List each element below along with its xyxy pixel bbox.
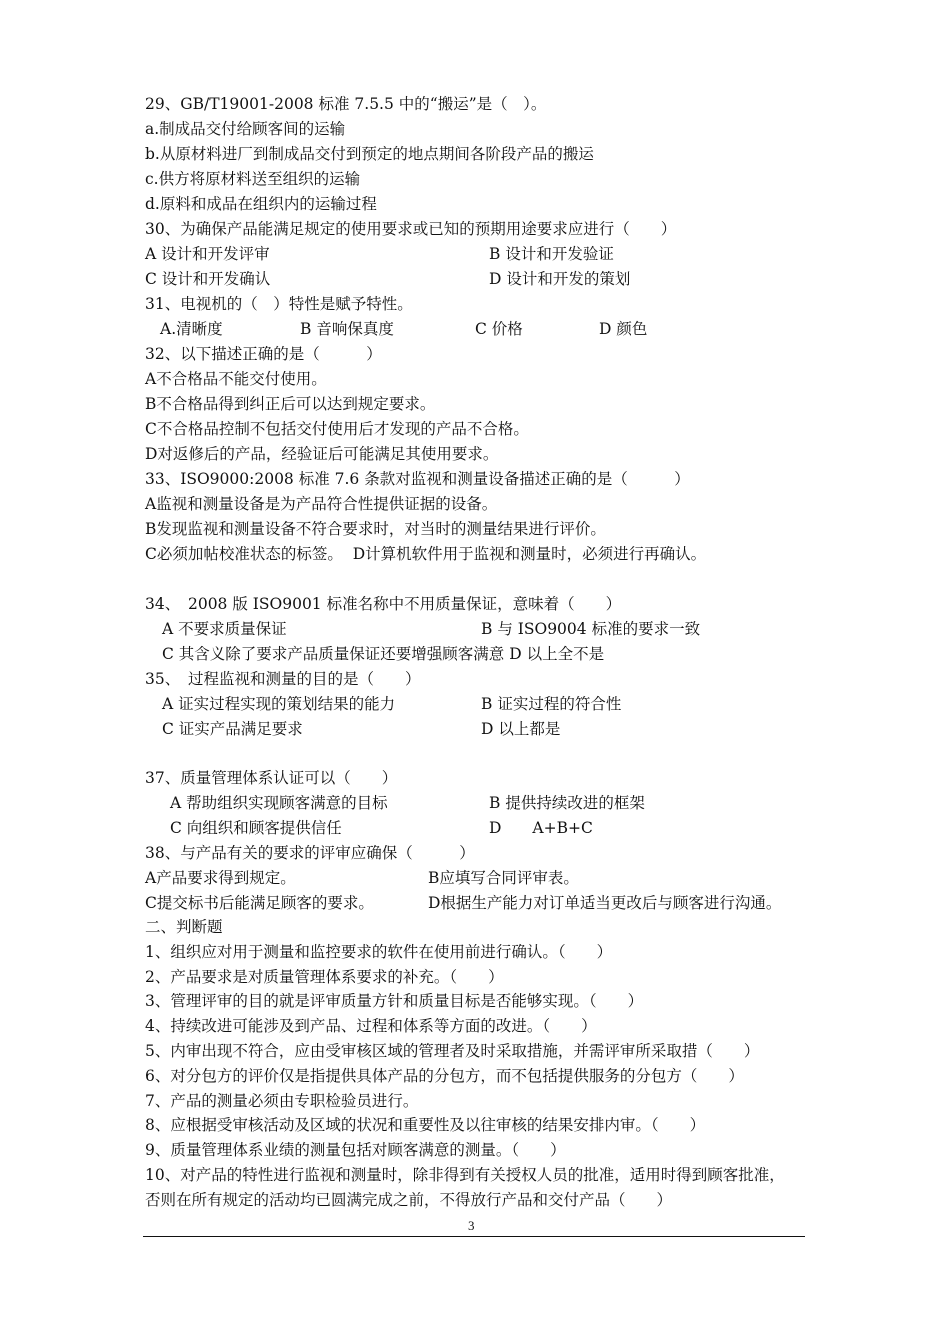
q37-option-c: C 向组织和顾客提供信任	[170, 819, 342, 837]
q31-option-c: C 价格	[475, 320, 523, 338]
judge-item-2: 2、产品要求是对质量管理体系要求的补充。（ ）	[145, 968, 504, 986]
q29-option-b: b.从原材料进厂到制成品交付到预定的地点期间各阶段产品的搬运	[145, 145, 594, 163]
q30-option-a: A 设计和开发评审	[145, 245, 270, 263]
q29-stem: 29、GB/T19001-2008 标准 7.5.5 中的“搬运”是（ ）。	[145, 95, 547, 113]
q37-stem: 37、质量管理体系认证可以（ ）	[145, 769, 398, 787]
q32-option-c: C不合格品控制不包括交付使用后才发现的产品不合格。	[145, 420, 529, 438]
q32-option-d: D对返修后的产品，经验证后可能满足其使用要求。	[145, 445, 499, 463]
q31-option-d: D 颜色	[599, 320, 648, 338]
footer-rule	[143, 1236, 805, 1237]
q35-option-c: C 证实产品满足要求	[162, 720, 303, 738]
q35-option-b: B 证实过程的符合性	[481, 695, 622, 713]
judge-item-7: 7、产品的测量必须由专职检验员进行。	[145, 1092, 419, 1110]
judge-item-6: 6、对分包方的评价仅是指提供具体产品的分包方，而不包括提供服务的分包方（ ）	[145, 1067, 744, 1085]
q29-option-c: c.供方将原材料送至组织的运输	[145, 170, 361, 188]
judge-item-10-line1: 10、对产品的特性进行监视和测量时，除非得到有关授权人员的批准，适用时得到顾客批准，	[145, 1166, 785, 1184]
section-heading-judgment: 二、判断题	[145, 918, 223, 936]
q32-stem: 32、以下描述正确的是（ ）	[145, 345, 382, 363]
q38-option-c: C提交标书后能满足顾客的要求。	[145, 894, 374, 912]
q32-option-b: B不合格品得到纠正后可以达到规定要求。	[145, 395, 436, 413]
q34-option-cd: C 其含义除了要求产品质量保证还要增强顾客满意 D 以上全不是	[162, 645, 605, 663]
judge-item-8: 8、应根据受审核活动及区域的状况和重要性及以往审核的结果安排内审。（ ）	[145, 1116, 706, 1134]
q35-option-a: A 证实过程实现的策划结果的能力	[162, 695, 396, 713]
q29-option-a: a.制成品交付给顾客间的运输	[145, 120, 346, 138]
q38-stem: 38、与产品有关的要求的评审应确保（ ）	[145, 844, 475, 862]
q37-option-a: A 帮助组织实现顾客满意的目标	[170, 794, 388, 812]
q38-option-a: A产品要求得到规定。	[145, 869, 296, 887]
q34-option-a: A 不要求质量保证	[162, 620, 287, 638]
q30-option-b: B 设计和开发验证	[489, 245, 614, 263]
q34-stem: 34、 2008 版 ISO9001 标准名称中不用质量保证，意味着（ ）	[145, 595, 622, 613]
q33-option-a: A监视和测量设备是为产品符合性提供证据的设备。	[145, 495, 498, 513]
q31-option-b: B 音响保真度	[300, 320, 394, 338]
judge-item-3: 3、管理评审的目的就是评审质量方针和质量目标是否能够实现。（ ）	[145, 992, 644, 1010]
q37-option-b: B 提供持续改进的框架	[489, 794, 645, 812]
q30-option-c: C 设计和开发确认	[145, 270, 271, 288]
q34-option-b: B 与 ISO9004 标准的要求一致	[481, 620, 701, 638]
q31-option-a: A.清晰度	[160, 320, 223, 338]
q38-option-d: D根据生产能力对订单适当更改后与顾客进行沟通。	[428, 894, 782, 912]
q37-option-d: D A+B+C	[489, 819, 593, 837]
judge-item-1: 1、组织应对用于测量和监控要求的软件在使用前进行确认。（ ）	[145, 943, 613, 961]
q35-option-d: D 以上都是	[481, 720, 561, 738]
judge-item-5: 5、内审出现不符合，应由受审核区域的管理者及时采取措施，并需评审所采取措（ ）	[145, 1042, 760, 1060]
page-number: 3	[468, 1218, 475, 1233]
judge-item-4: 4、持续改进可能涉及到产品、过程和体系等方面的改进。（ ）	[145, 1017, 597, 1035]
judge-item-10-line2: 否则在所有规定的活动均已圆满完成之前，不得放行产品和交付产品（ ）	[145, 1191, 673, 1209]
q33-option-b: B发现监视和测量设备不符合要求时，对当时的测量结果进行评价。	[145, 520, 606, 538]
q38-option-b: B应填写合同评审表。	[428, 869, 579, 887]
q32-option-a: A不合格品不能交付使用。	[145, 370, 327, 388]
q35-stem: 35、 过程监视和测量的目的是（ ）	[145, 670, 421, 688]
q30-stem: 30、为确保产品能满足规定的使用要求或已知的预期用途要求应进行（ ）	[145, 220, 677, 238]
q30-option-d: D 设计和开发的策划	[489, 270, 631, 288]
q29-option-d: d.原料和成品在组织内的运输过程	[145, 195, 377, 213]
judge-item-9: 9、质量管理体系业绩的测量包括对顾客满意的测量。（ ）	[145, 1141, 566, 1159]
q33-option-cd: C必须加帖校准状态的标签。 D计算机软件用于监视和测量时，必须进行再确认。	[145, 545, 707, 563]
q33-stem: 33、ISO9000:2008 标准 7.6 条款对监视和测量设备描述正确的是（ ）	[145, 470, 690, 488]
q31-stem: 31、电视机的（ ）特性是赋予特性。	[145, 295, 413, 313]
